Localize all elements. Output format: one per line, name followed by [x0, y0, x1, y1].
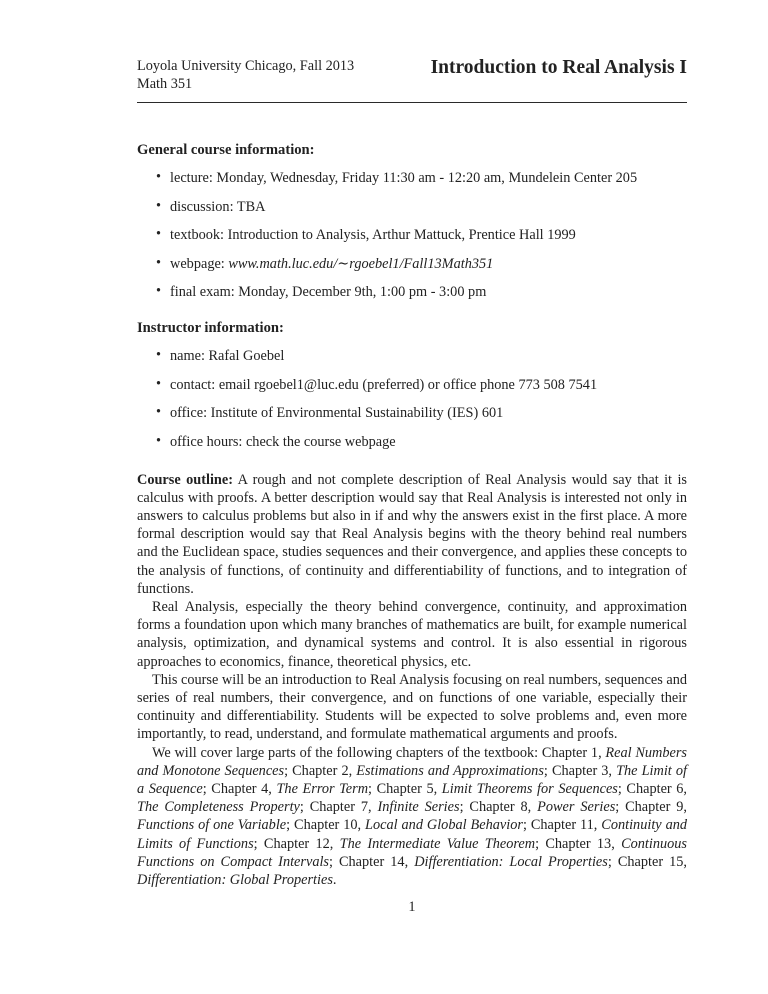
- bullet-icon: •: [156, 283, 162, 299]
- page-content: [137, 0, 687, 889]
- list-item-name: [137, 347, 687, 365]
- list-item-text: textbook: Introduction to Analysis, Arthur Mattuck, Prentice Hall 1999: [170, 227, 576, 243]
- course-outline-paragraph-3: This course will be an introduction to Real Analysis focusing on real numbers, sequences and series of real numbers, their convergence, and on functions of one variable, especially their continuity and differentiability. Students will be expected to solve problems and, even more importantly, to read, understand, and formulate mathematical arguments and proofs.: [137, 671, 687, 743]
- page-title: Introduction to Real Analysis I: [430, 57, 687, 78]
- list-item-text: office hours: check the course webpage: [170, 433, 396, 450]
- instructor-info-list: [137, 347, 687, 451]
- list-item-contact: [137, 376, 687, 394]
- document-header: [137, 57, 687, 103]
- bullet-icon: •: [156, 197, 162, 214]
- list-item-text: contact: email rgoebel1@luc.edu (preferred) or office phone 773 508 7541: [170, 376, 598, 393]
- list-item-webpage: [137, 255, 687, 273]
- general-info-heading: General course information:: [137, 142, 315, 158]
- course-outline-paragraph-1: Course outline: A rough and not complete description of Real Analysis would say that it is calculus with proofs. A better description would say that Real Analysis is interested not only in answers to calculus problems but also in if and why the answers exist in the first place. A more formal description would say that Real Analysis begins with the theory behind real numbers and the Euclidean space, studies sequences and their convergence, and applies these concepts to the analysis of functions, of continuity and differentiability of functions, and to integration of functions.: [137, 471, 687, 597]
- bullet-icon: •: [156, 432, 162, 449]
- bullet-icon: •: [156, 375, 162, 392]
- list-item-text: name: Rafal Goebel: [170, 348, 285, 364]
- bullet-icon: •: [156, 169, 162, 185]
- list-item-text: final exam: Monday, December 9th, 1:00 pm - 3:00 pm: [170, 284, 487, 300]
- list-item-final-exam: [137, 283, 687, 301]
- course-outline-section: [137, 471, 687, 890]
- university-term: Loyola University Chicago, Fall 2013: [137, 58, 355, 74]
- list-item-discussion: [137, 198, 687, 216]
- bullet-icon: •: [156, 347, 162, 363]
- list-item-text: discussion: TBA: [170, 198, 266, 215]
- course-number: Math 351: [137, 76, 193, 92]
- list-item-textbook: [137, 226, 687, 244]
- bullet-icon: •: [156, 226, 162, 242]
- list-item-text: webpage: www.math.luc.edu/∼rgoebel1/Fall13Math351: [170, 255, 494, 272]
- course-outline-paragraph-2: Real Analysis, especially the theory behind convergence, continuity, and approximation forms a foundation upon which many branches of mathematics are built, for example numerical analysis, optimization, and dynamical systems and control. It is also essential in rigorous approaches to economics, finance, theoretical physics, etc.: [137, 598, 687, 670]
- list-item-text: lecture: Monday, Wednesday, Friday 11:30 am - 12:20 am, Mundelein Center 205: [170, 170, 638, 186]
- bullet-icon: •: [156, 404, 162, 420]
- course-outline-paragraph-4: We will cover large parts of the following chapters of the textbook: Chapter 1, Real Numbers and Monotone Sequences; Chapter 2, Estimations and Approximations; Chapter 3, The Limit of a Sequence; Chapter 4, The Error Term; Chapter 5, Limit Theorems for Sequences; Chapter 6, The Completeness Property; Chapter 7, Infinite Series; Chapter 8, Power Series; Chapter 9, Functions of one Variable; Chapter 10, Local and Global Behavior; Chapter 11, Continuity and Limits of Functions; Chapter 12, The Intermediate Value Theorem; Chapter 13, Continuous Functions on Compact Intervals; Chapter 14, Differentiation: Local Properties; Chapter 15, Differentiation: Global Properties.: [137, 744, 688, 888]
- general-info-list: [137, 169, 687, 301]
- list-item-lecture: [137, 169, 687, 187]
- page-number: 1: [408, 899, 416, 915]
- list-item-text: office: Institute of Environmental Sustainability (IES) 601: [170, 405, 504, 421]
- header-left-block: [137, 57, 354, 93]
- list-item-office-hours: [137, 433, 687, 451]
- list-item-office: [137, 404, 687, 422]
- bullet-icon: •: [156, 254, 162, 271]
- instructor-info-heading: Instructor information:: [137, 320, 284, 336]
